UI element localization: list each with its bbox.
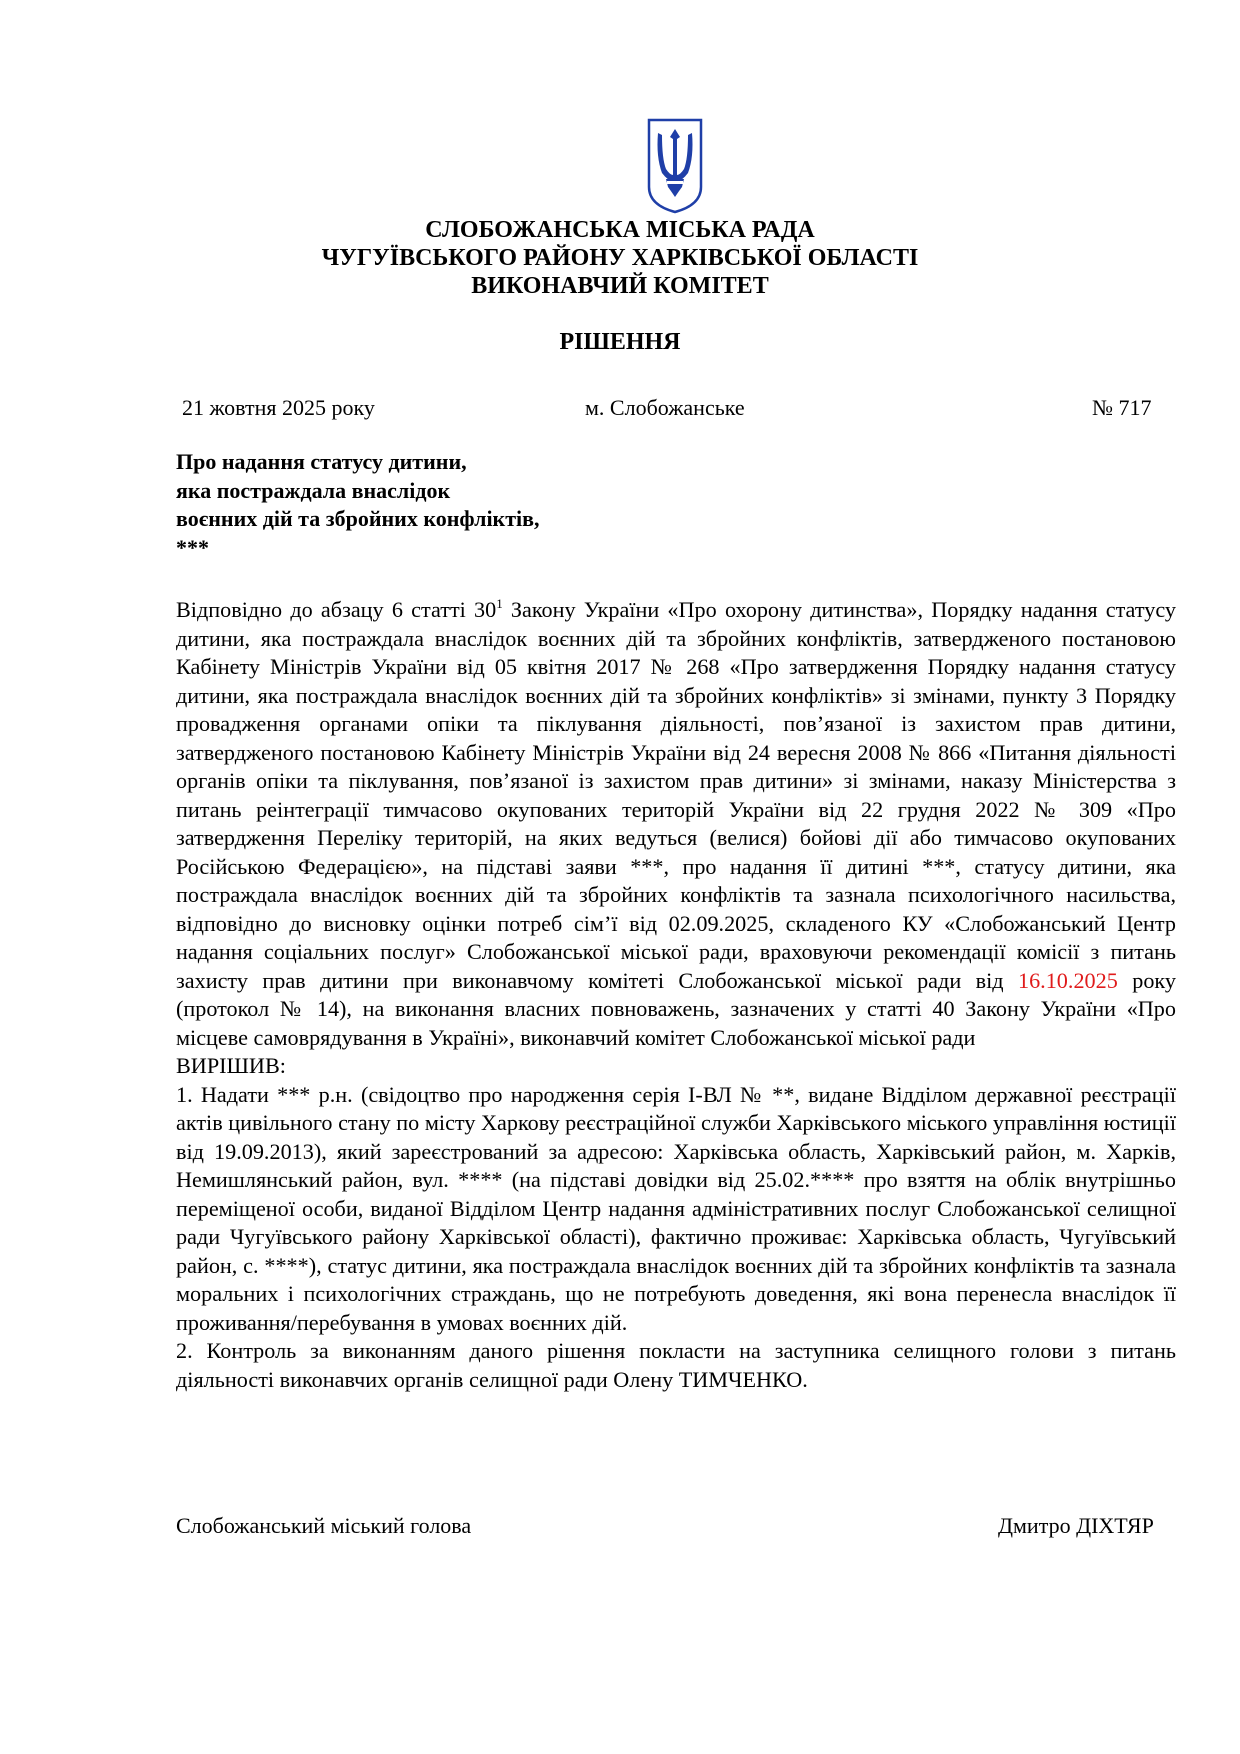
subject-line: Про надання статусу дитини,	[176, 449, 467, 474]
org-name-line2: ЧУГУЇВСЬКОГО РАЙОНУ ХАРКІВСЬКОЇ ОБЛАСТІ	[321, 245, 919, 271]
org-name-line1: СЛОБОЖАНСЬКА МІСЬКА РАДА	[425, 217, 815, 243]
document-body	[176, 596, 1176, 1394]
signatory-name: Дмитро ДІХТЯР	[998, 1513, 1154, 1538]
org-name-line3: ВИКОНАВЧИЙ КОМІТЕТ	[471, 273, 769, 299]
commission-date-highlight: 16.10.2025	[1017, 967, 1118, 993]
document-number: № 717	[1092, 395, 1152, 420]
preamble-middle: Закону України «Про охорону дитинства», Порядку надання статусу дитини, яка постраждала внаслідок воєнних дій та збройних конфліктів, затвердженого постановою Кабінету Міністрів України від 05 квітня 2017 № 268 «Про затвердження Порядку надання статусу дитини, яка постраждала внаслідок воєнних дій та збройних конфліктів» зі змінами, пункту 3 Порядку провадження органами опіки та піклування діяльності, пов’язаної із захистом прав дитини, затвердженого постановою Кабінету Міністрів України від 24 вересня 2008 № 866 «Питання діяльності органів опіки та піклування, пов’язаної із захистом прав дитини» зі змінами, наказу Міністерства з питань реінтеграції тимчасово окупованих територій України від 22 грудня 2022 № 309 «Про затвердження Переліку територій, на яких ведуться (велися) бойові дії або тимчасово окупованих Російською Федерацією», на підставі заяви ***, про надання її дитині ***, статусу дитини, яка постраждала внаслідок воєнних дій та збройних конфліктів та зазнала психологічного насильства, відповідно до висновку оцінки потреб сім’ї від 02.09.2025, складеного КУ «Слобожанський Центр надання соціальних послуг» Слобожанської міської ради, враховуючи рекомендації комісії з питань захисту прав дитини при виконавчому комітеті Слобожанської міської ради від	[176, 597, 1176, 993]
preamble-start: Відповідно до абзацу 6 статті 30	[176, 597, 497, 622]
decision-item-1: 1. Надати *** р.н. (свідоцтво про народження серія І-ВЛ № **, видане Відділом державної реєстрації актів цивільного стану по місту Харкову реєстраційної служби Харківського міського управління юстиції від 19.09.2013), який зареєстрований за адресою: Харківська область, Харківський район, м. Харків, Немишлянський район, вул. **** (на підставі довідки від 25.02.**** про взяття на облік внутрішньо переміщеної особи, виданої Відділом Центр надання адміністративних послуг Слобожанської селищної ради Чугуївського району Харківської області), фактично проживає: Харківська область, Чугуївський район, с. ****), статус дитини, яка постраждала внаслідок воєнних дій та збройних конфліктів та зазнала моральних і психологічних страждань, що не потребують доведення, які вона перенесла внаслідок її проживання/перебування в умовах воєнних дій.	[176, 1081, 1176, 1335]
document-subject	[176, 448, 736, 562]
trident-coat-of-arms-icon	[646, 117, 704, 214]
subject-line: ***	[176, 534, 209, 560]
decision-keyword: ВИРІШИВ:	[176, 1053, 286, 1078]
preamble-paragraph	[176, 596, 1176, 1052]
subject-line: воєнних дій та збройних конфліктів,	[176, 506, 540, 531]
document-type-title: РІШЕННЯ	[559, 329, 681, 355]
subject-line: яка постраждала внаслідок	[176, 477, 451, 503]
article-superscript: 1	[496, 596, 503, 611]
document-place: м. Слобожанське	[585, 395, 745, 420]
preamble-end: року (протокол № 14), на виконання власних повноважень, зазначених у статті 40 Закону України «Про місцеве самоврядування в Україні», виконавчий комітет Слобожанської міської ради	[176, 967, 1176, 1050]
decision-item-2: 2. Контроль за виконанням даного рішення покласти на заступника селищного голови з питань діяльності виконавчих органів селищної ради Олену ТИМЧЕНКО.	[176, 1338, 1176, 1392]
document-date: 21 жовтня 2025 року	[182, 395, 375, 420]
signatory-position: Слобожанський міський голова	[176, 1513, 472, 1538]
